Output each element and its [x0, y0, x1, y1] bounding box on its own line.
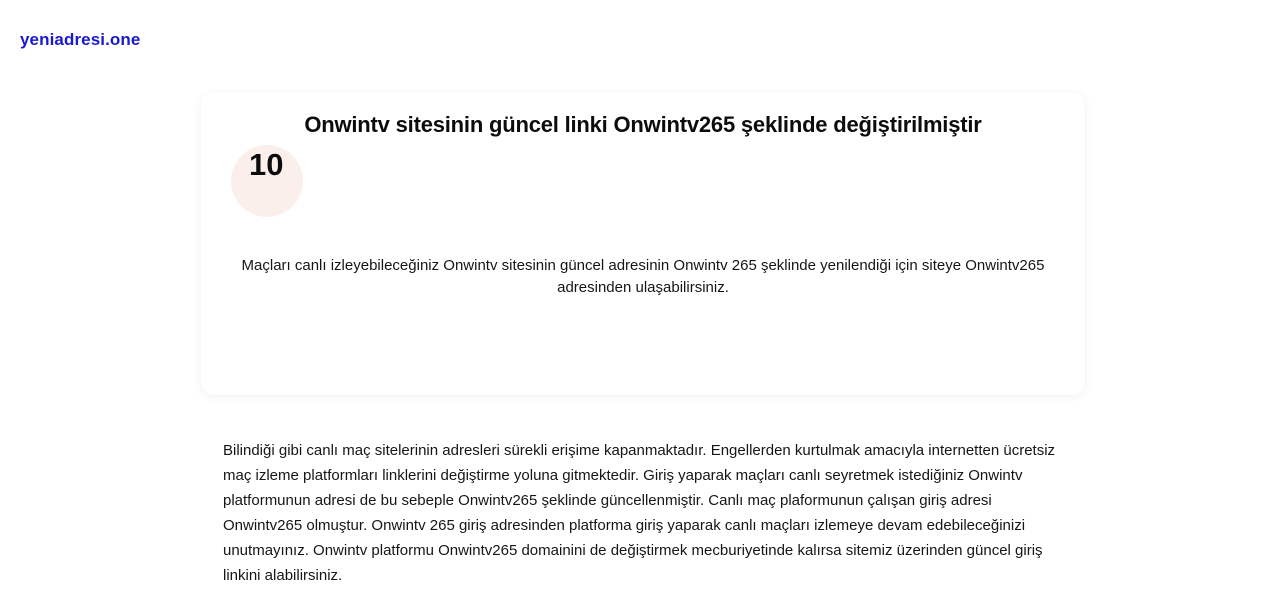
page-title: Onwintv sitesinin güncel linki Onwintv265 şeklinde değiştirilmiştir [304, 112, 982, 137]
hero-card [201, 92, 1085, 395]
hero-description: Maçları canlı izleyebileceğiniz Onwintv sitesinin güncel adresinin Onwintv 265 şeklinde yenilendiği için siteye Onwintv265 adresinden ulaşabilirsiniz. [241, 257, 1045, 296]
site-logo-link[interactable]: yeniadresi.one [20, 30, 141, 49]
score-value: 10 [249, 147, 284, 182]
article-paragraph: Bilindiği gibi canlı maç sitelerinin adresleri sürekli erişime kapanmaktadır. Engellerden kurtulmak amacıyla internetten ücretsiz maç izleme platformları linklerini değiştirme yoluna gitmektedir. Giriş yaparak maçları canlı seyretmek istediğiniz Onwintv platformunun adresi de bu sebeple Onwintv265 şeklinde güncellenmiştir. Canlı maç plaformunun çalışan giriş adresi Onwintv265 olmuştur. Onwintv 265 giriş adresinden platforma giriş yaparak canlı maçları izlemeye devam edebileceğinizi unutmayınız. Onwintv platformu Onwintv265 domainini de değiştirmek mecburiyetinde kalırsa sitemiz üzerinden güncel giriş linkini alabilirsiniz. [223, 442, 1056, 584]
